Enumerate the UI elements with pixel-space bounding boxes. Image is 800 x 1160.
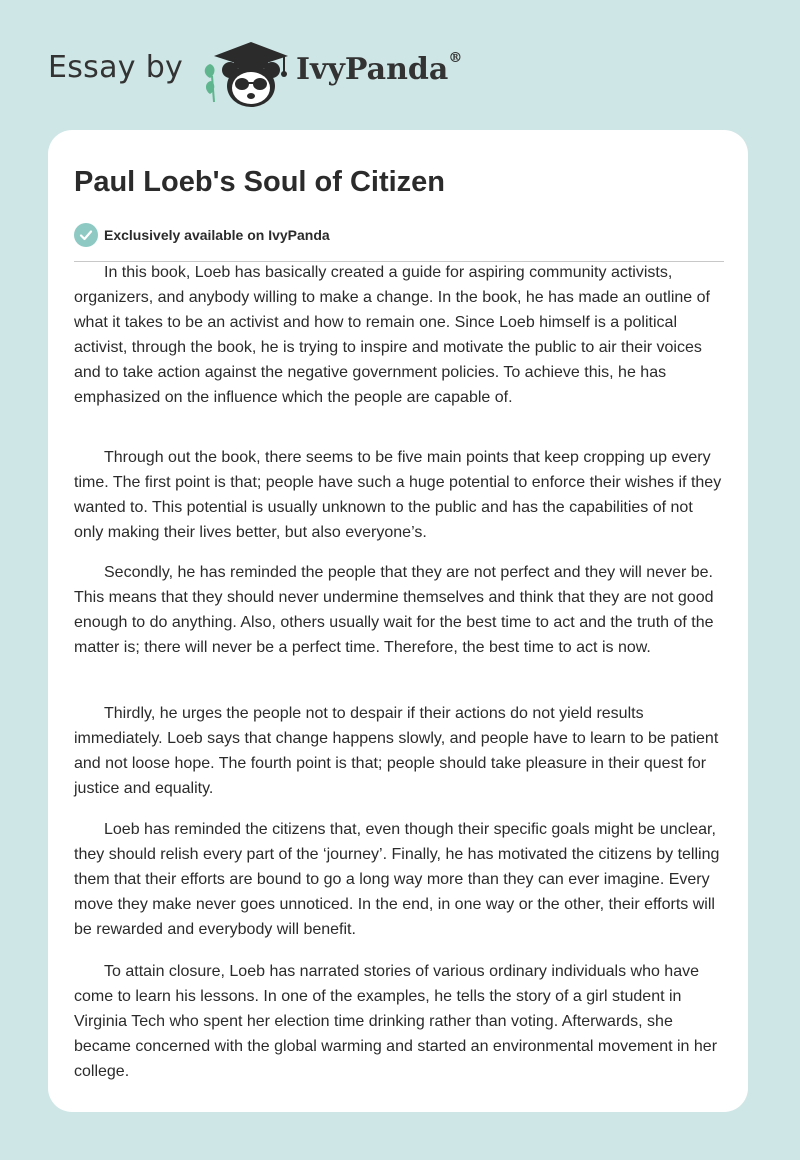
paragraph-2: Through out the book, there seems to be five main points that keep cropping up every time. The first point is that; people have such a huge potential to enforce their wishes if they wanted to. This potential is usually unknown to the public and has the capabilities of not only making their lives better, but also everyone’s. — [74, 449, 722, 541]
essay-card — [48, 130, 748, 1112]
brand-logo-text[interactable]: IvyPanda® — [296, 50, 463, 87]
essay-by-label: Essay by — [48, 50, 184, 85]
check-circle-icon — [74, 223, 98, 247]
panda-graduate-icon[interactable] — [200, 36, 294, 108]
availability-text: Exclusively available on IvyPanda — [104, 227, 330, 243]
registered-mark: ® — [448, 50, 463, 66]
paragraph-4: Thirdly, he urges the people not to despair if their actions do not yield results immediately. Loeb says that change happens slowly, and people have to learn to be patient and not loose hope. The fourth point is that; people should take pleasure in their quest for justice and equality. — [74, 705, 719, 797]
paragraph-6: To attain closure, Loeb has narrated stories of various ordinary individuals who have come to learn his lessons. In one of the examples, he tells the story of a girl student in Virginia Tech who spent her election time drinking rather than voting. Afterwards, she became concerned with the global warming and started an environmental movement in her college. — [74, 963, 718, 1080]
availability-badge — [74, 222, 330, 248]
paragraph-3: Secondly, he has reminded the people that they are not perfect and they will never be. This means that they should never undermine themselves and think that they are not good enough to do anything. Also, others usually wait for the best time to act and the truth of the matter is; there will never be a perfect time. Therefore, the best time to act is now. — [74, 564, 714, 656]
page-title: Paul Loeb's Soul of Citizen — [74, 166, 446, 198]
paragraph-5: Loeb has reminded the citizens that, even though their specific goals might be unclear, they should relish every part of the ‘journey’. Finally, he has motivated the citizens by telling them that their efforts are bound to go a long way more than they can ever imagine. Every move they make never goes unnoticed. In the end, in one way or the other, their efforts will be rewarded and everybody will benefit. — [74, 821, 720, 938]
paragraph-1: In this book, Loeb has basically created a guide for aspiring community activists, organizers, and anybody willing to make a change. In the book, he has made an outline of what it takes to be an activist and how to remain one. Since Loeb himself is a political activist, through the book, he is trying to inspire and motivate the public to air their voices and to take action against the negative government policies. To achieve this, he has emphasized on the influence which the people are capable of. — [74, 264, 710, 406]
site-header — [0, 0, 800, 130]
